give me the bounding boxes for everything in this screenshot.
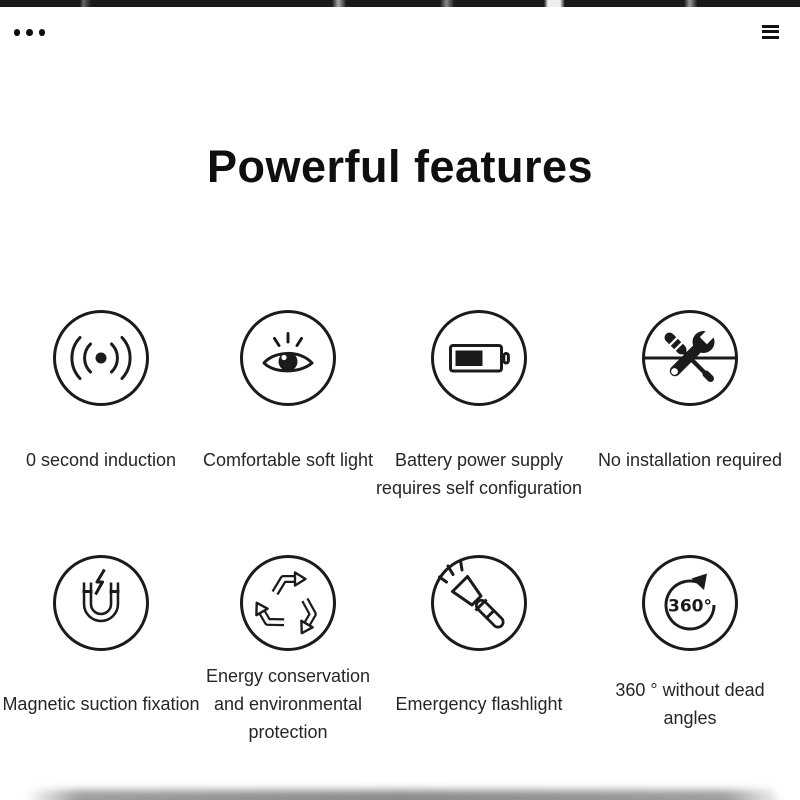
menu-bar <box>762 25 779 28</box>
cropped-top-content-strip <box>0 0 800 7</box>
menu-bar <box>762 36 779 39</box>
feature-label: 360 ° without dead angles <box>615 680 765 728</box>
rotate-360-icon-text: 360° <box>668 596 712 617</box>
cropped-bottom-content-bar <box>26 790 778 800</box>
eye-icon <box>238 308 338 408</box>
induction-waves-icon <box>51 308 151 408</box>
rotate-360-icon <box>640 553 740 653</box>
feature-magnetic <box>0 553 213 748</box>
dot <box>26 29 32 36</box>
feature-label: Comfortable soft light <box>202 450 374 470</box>
ellipsis-dots-icon[interactable] <box>14 29 45 36</box>
feature-label: No installation required <box>597 450 783 470</box>
hamburger-menu-icon[interactable] <box>762 25 779 41</box>
recycle-icon <box>238 553 338 653</box>
feature-360 <box>592 553 788 748</box>
battery-icon <box>429 308 529 408</box>
feature-eco <box>194 553 382 748</box>
feature-label: Magnetic suction fixation <box>2 694 200 714</box>
menu-bar <box>762 30 779 33</box>
no-installation-icon <box>640 308 740 408</box>
feature-label: Energy conservation and environmental protection <box>205 666 371 742</box>
feature-no-installation <box>586 308 794 474</box>
feature-label: Emergency flashlight <box>395 694 563 714</box>
flashlight-icon <box>429 553 529 653</box>
magnet-icon <box>51 553 151 653</box>
dot <box>14 29 20 36</box>
feature-label: Battery power supply requires self configuration <box>375 450 583 498</box>
feature-flashlight <box>379 553 579 748</box>
page-title: Powerful features <box>206 141 594 192</box>
feature-battery <box>361 308 597 502</box>
dot <box>39 29 45 36</box>
feature-label: 0 second induction <box>25 450 177 470</box>
feature-induction <box>0 308 202 474</box>
